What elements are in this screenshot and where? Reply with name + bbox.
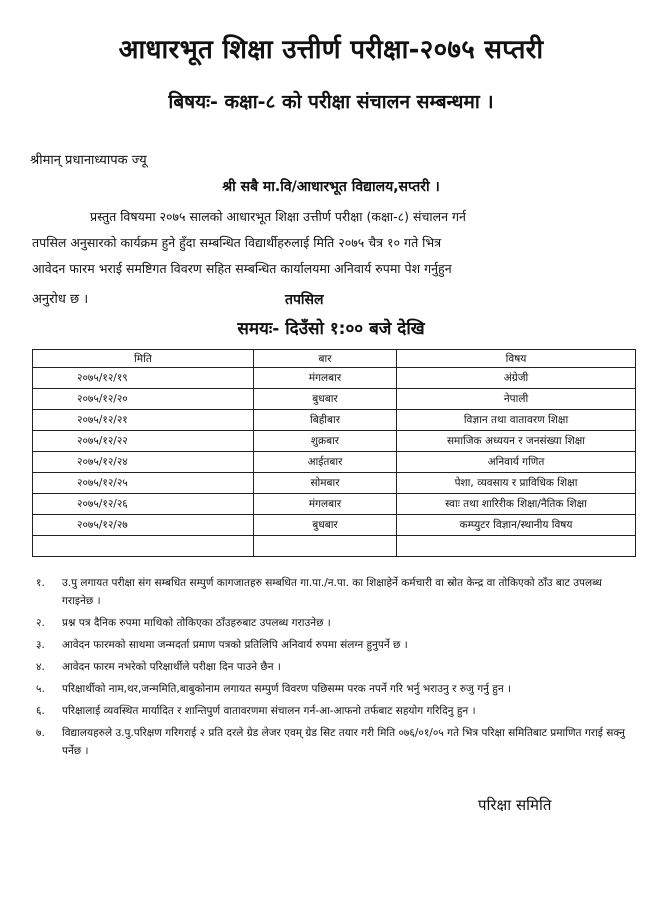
table-row (33, 368, 636, 389)
cell-day: मंगलबार (254, 368, 397, 389)
cell-subject: पेशा, व्यवसाय र प्राविधिक शिक्षा (397, 473, 636, 494)
column-header-subject: विषय (397, 350, 636, 368)
cell-date: २०७५/१२/१९ (33, 368, 254, 389)
cell-day: बुधबार (254, 389, 397, 410)
note-text: उ.पु लगायत परीक्षा संग सम्बधित सम्पुर्ण कागजातहरु सम्बधित गा.पा./न.पा. का शिक्षाहेर्ने कर्मचारी वा स्रोत केन्द्र वा तोकिएको ठाँउ बाट उपलब्ध गराइनेछ । (62, 577, 602, 607)
table-row (33, 515, 636, 536)
note-item (36, 724, 636, 760)
body-line: आवेदन फारम भराई समष्टिगत विवरण सहित सम्बन्धित कार्यालयमा अनिवार्य रुपमा पेश गर्नुहुन (32, 261, 452, 276)
table-row (33, 389, 636, 410)
note-item (36, 614, 636, 632)
note-number: ४. (36, 661, 45, 673)
page-title: आधारभूत शिक्षा उत्तीर्ण परीक्षा-२०७५ सप्तरी (118, 35, 544, 65)
exam-time: समयः- दिउँसो १:०० बजे देखि (237, 319, 425, 339)
cell-subject: कम्प्युटर विज्ञान/स्थानीय विषय (397, 515, 636, 536)
cell-date: २०७५/१२/२२ (33, 431, 254, 452)
column-header-date: मिति (33, 350, 254, 368)
note-item (36, 574, 636, 610)
subject-line: बिषयः- कक्षा-८ को परीक्षा संचालन सम्बन्धमा । (168, 91, 494, 113)
table-row (33, 473, 636, 494)
note-text: परिक्षालाई व्यवस्थित मार्यादित र शान्तिपुर्ण वातावरणमा संचालन गर्न-आ-आफनो तर्फबाट सहयोग गरिदिनु हुन । (62, 705, 476, 717)
cell-date: २०७५/१२/२५ (33, 473, 254, 494)
note-number: ७. (36, 727, 45, 739)
table-row (33, 494, 636, 515)
notes-list (36, 574, 636, 764)
column-header-day: बार (254, 350, 397, 368)
cell-subject: समाजिक अध्ययन र जनसंख्या शिक्षा (397, 431, 636, 452)
empty-cell (254, 536, 397, 557)
note-item (36, 680, 636, 698)
table-row (33, 452, 636, 473)
cell-date: २०७५/१२/२७ (33, 515, 254, 536)
cell-date: २०७५/१२/२१ (33, 410, 254, 431)
schedule-table (32, 349, 636, 557)
note-number: ६. (36, 705, 45, 717)
empty-cell (33, 536, 254, 557)
table-row (33, 410, 636, 431)
cell-subject: स्वाः तथा शारिरीक शिक्षा/नैतिक शिक्षा (397, 494, 636, 515)
tapsil-heading: तपसिल (285, 292, 324, 308)
cell-subject: अनिवार्य गणित (397, 452, 636, 473)
cell-day: आईतबार (254, 452, 397, 473)
note-item (36, 658, 636, 676)
body-paragraph (32, 204, 632, 282)
note-text: आवेदन फारम नभरेको परिक्षार्थीले परीक्षा दिन पाउने छैन । (62, 661, 281, 673)
salutation: श्रीमान् प्रधानाध्यापक ज्यू (30, 153, 147, 168)
cell-day: मंगलबार (254, 494, 397, 515)
body-line: तपसिल अनुसारको कार्यक्रम हुने हुँदा सम्बन्धित विद्यार्थीहरुलाई मिति २०७५ चैत्र १० गते भित्र (32, 235, 442, 250)
cell-subject: अंग्रेजी (397, 368, 636, 389)
signature: परिक्षा समिति (478, 796, 552, 814)
note-text: विद्यालयहरुले उ.पु.परिक्षण गरिगराई २ प्रति दरले ग्रेड लेजर एवम् ग्रेड सिट तयार गरी मिति ०७६/०१/०५ गते भित्र परिक्षा समितिबाट प्रमाणित गराई सक्नु पर्नेछ । (62, 727, 625, 757)
cell-subject: नेपाली (397, 389, 636, 410)
cell-date: २०७५/१२/२० (33, 389, 254, 410)
cell-subject: विज्ञान तथा वातावरण शिक्षा (397, 410, 636, 431)
note-number: १. (36, 577, 45, 589)
note-number: ३. (36, 639, 45, 651)
note-number: ५. (36, 683, 45, 695)
note-text: आवेदन फारमको साथमा जन्मदर्ता प्रमाण पत्रको प्रतिलिपि अनिवार्य रुपमा संलग्न हुनुपर्ने छ । (62, 639, 408, 651)
schedule-body (33, 368, 636, 557)
table-header-row (33, 350, 636, 368)
school-address: श्री सबै मा.वि/आधारभूत विद्यालय,सप्तरी । (222, 179, 440, 195)
cell-day: शुक्रबार (254, 431, 397, 452)
closing-text: अनुरोध छ । (32, 292, 89, 307)
cell-day: बुधबार (254, 515, 397, 536)
empty-cell (397, 536, 636, 557)
note-number: २. (36, 617, 45, 629)
note-text: प्रश्न पत्र दैनिक रुपमा माथिको तोकिएका ठाँउहरुबाट उपलब्ध गराउनेछ । (62, 617, 331, 629)
note-text: परिक्षार्थीको नाम,थर,जन्ममिति,बाबुकोनाम लगायत सम्पुर्ण विवरण पछिसम्म परक नपर्ने गरि भर्नु भराउनु र रुजु गर्नु हुन । (62, 683, 511, 695)
note-item (36, 636, 636, 654)
cell-day: बिहीबार (254, 410, 397, 431)
cell-date: २०७५/१२/२६ (33, 494, 254, 515)
table-row (33, 431, 636, 452)
cell-date: २०७५/१२/२४ (33, 452, 254, 473)
note-item (36, 702, 636, 720)
cell-day: सोमबार (254, 473, 397, 494)
body-line: प्रस्तुत विषयमा २०७५ सालको आधारभूत शिक्षा उत्तीर्ण परीक्षा (कक्षा-८) संचालन गर्न (90, 209, 466, 224)
table-row-empty (33, 536, 636, 557)
